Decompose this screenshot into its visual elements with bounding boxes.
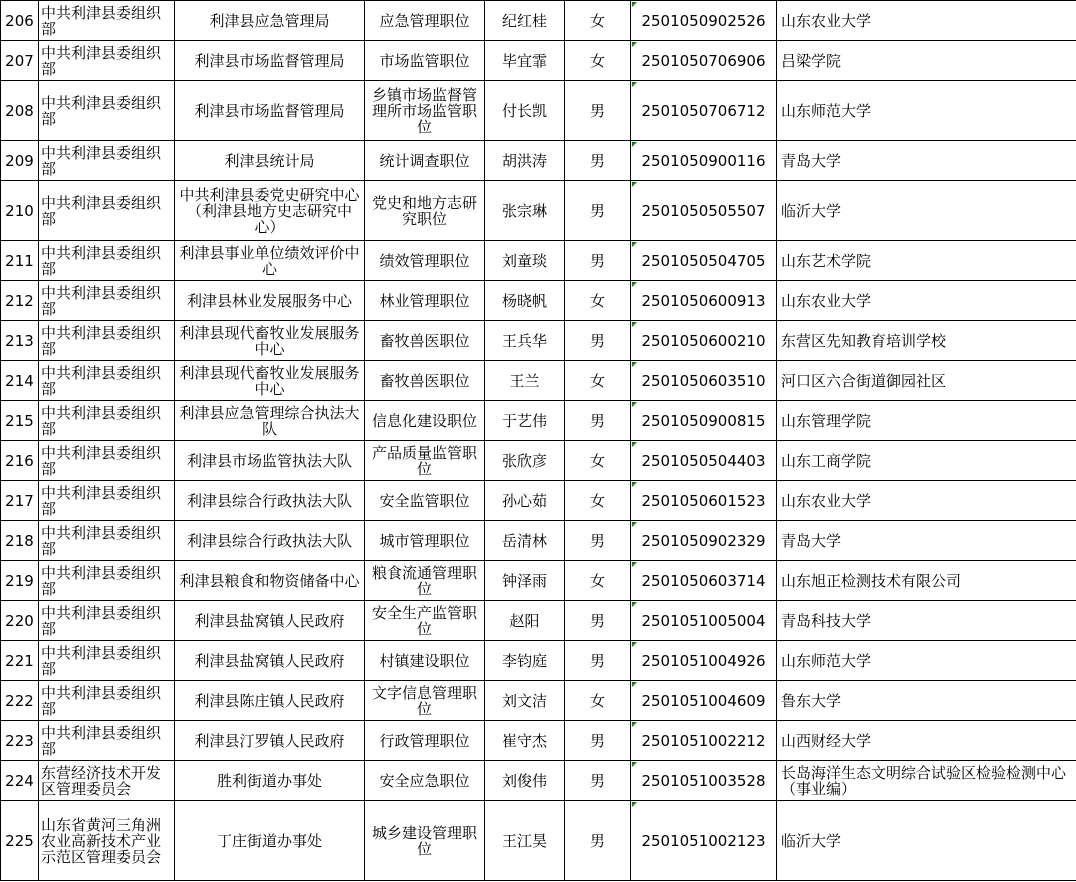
row-number: 219 [1, 561, 39, 601]
gender-cell: 女 [565, 681, 631, 721]
table-row [1, 681, 1076, 721]
table-row [1, 241, 1076, 281]
table-row [1, 761, 1076, 801]
unit-cell: 利津县盐窝镇人民政府 [175, 601, 365, 641]
gender-cell: 女 [565, 561, 631, 601]
position-cell: 城乡建设管理职位 [365, 801, 485, 881]
position-cell: 畜牧兽医职位 [365, 361, 485, 401]
position-cell: 产品质量监管职位 [365, 441, 485, 481]
unit-cell: 利津县盐窝镇人民政府 [175, 641, 365, 681]
school-cell: 临沂大学 [777, 181, 1076, 241]
row-number: 209 [1, 141, 39, 181]
position-cell: 应急管理职位 [365, 1, 485, 41]
school-cell: 山东农业大学 [777, 1, 1076, 41]
row-number: 210 [1, 181, 39, 241]
exam-number: 2501050902329 [631, 521, 777, 561]
school-cell: 青岛大学 [777, 141, 1076, 181]
candidate-name: 王江昊 [485, 801, 565, 881]
school-cell: 山东师范大学 [777, 641, 1076, 681]
school-cell: 山东管理学院 [777, 401, 1076, 441]
organizer-cell: 东营经济技术开发区管理委员会 [39, 761, 175, 801]
exam-number: 2501051004926 [631, 641, 777, 681]
candidate-name: 岳清林 [485, 521, 565, 561]
gender-cell: 男 [565, 601, 631, 641]
unit-cell: 利津县市场监督管理局 [175, 81, 365, 141]
school-cell: 山东旭正检测技术有限公司 [777, 561, 1076, 601]
organizer-cell: 中共利津县委组织部 [39, 521, 175, 561]
unit-cell: 利津县汀罗镇人民政府 [175, 721, 365, 761]
candidate-name: 张欣彦 [485, 441, 565, 481]
unit-cell: 利津县综合行政执法大队 [175, 521, 365, 561]
candidate-name: 刘文洁 [485, 681, 565, 721]
gender-cell: 女 [565, 441, 631, 481]
position-cell: 城市管理职位 [365, 521, 485, 561]
position-cell: 乡镇市场监督管理所市场监管职位 [365, 81, 485, 141]
gender-cell: 女 [565, 281, 631, 321]
organizer-cell: 中共利津县委组织部 [39, 1, 175, 41]
unit-cell: 利津县综合行政执法大队 [175, 481, 365, 521]
unit-cell: 利津县应急管理综合执法大队 [175, 401, 365, 441]
row-number: 207 [1, 41, 39, 81]
school-cell: 长岛海洋生态文明综合试验区检验检测中心（事业编） [777, 761, 1076, 801]
row-number: 206 [1, 1, 39, 41]
unit-cell: 胜利街道办事处 [175, 761, 365, 801]
school-cell: 山西财经大学 [777, 721, 1076, 761]
position-cell: 粮食流通管理职位 [365, 561, 485, 601]
table-row [1, 521, 1076, 561]
organizer-cell: 中共利津县委组织部 [39, 41, 175, 81]
position-cell: 安全生产监管职位 [365, 601, 485, 641]
organizer-cell: 中共利津县委组织部 [39, 181, 175, 241]
position-cell: 畜牧兽医职位 [365, 321, 485, 361]
unit-cell: 利津县陈庄镇人民政府 [175, 681, 365, 721]
row-number: 211 [1, 241, 39, 281]
organizer-cell: 中共利津县委组织部 [39, 561, 175, 601]
school-cell: 吕梁学院 [777, 41, 1076, 81]
exam-number: 2501050505507 [631, 181, 777, 241]
row-number: 225 [1, 801, 39, 881]
exam-number: 2501050603714 [631, 561, 777, 601]
gender-cell: 男 [565, 321, 631, 361]
school-cell: 河口区六合街道御园社区 [777, 361, 1076, 401]
organizer-cell: 中共利津县委组织部 [39, 681, 175, 721]
exam-number: 2501051005004 [631, 601, 777, 641]
position-cell: 绩效管理职位 [365, 241, 485, 281]
exam-number: 2501051004609 [631, 681, 777, 721]
exam-number: 2501050900815 [631, 401, 777, 441]
organizer-cell: 中共利津县委组织部 [39, 641, 175, 681]
exam-number: 2501051003528 [631, 761, 777, 801]
position-cell: 统计调查职位 [365, 141, 485, 181]
school-cell: 鲁东大学 [777, 681, 1076, 721]
gender-cell: 男 [565, 141, 631, 181]
position-cell: 市场监管职位 [365, 41, 485, 81]
candidate-name: 李钧庭 [485, 641, 565, 681]
gender-cell: 女 [565, 1, 631, 41]
school-cell: 临沂大学 [777, 801, 1076, 881]
exam-number: 2501050706906 [631, 41, 777, 81]
unit-cell: 利津县粮食和物资储备中心 [175, 561, 365, 601]
row-number: 214 [1, 361, 39, 401]
candidate-name: 杨晓帆 [485, 281, 565, 321]
table-row [1, 801, 1076, 881]
position-cell: 党史和地方志研究职位 [365, 181, 485, 241]
table-row [1, 441, 1076, 481]
candidate-name: 于艺伟 [485, 401, 565, 441]
gender-cell: 男 [565, 181, 631, 241]
table-row [1, 81, 1076, 141]
table-row [1, 281, 1076, 321]
row-number: 212 [1, 281, 39, 321]
gender-cell: 女 [565, 361, 631, 401]
organizer-cell: 山东省黄河三角洲农业高新技术产业示范区管理委员会 [39, 801, 175, 881]
school-cell: 山东艺术学院 [777, 241, 1076, 281]
position-cell: 安全监管职位 [365, 481, 485, 521]
organizer-cell: 中共利津县委组织部 [39, 441, 175, 481]
position-cell: 安全应急职位 [365, 761, 485, 801]
candidate-name: 刘俊伟 [485, 761, 565, 801]
position-cell: 行政管理职位 [365, 721, 485, 761]
organizer-cell: 中共利津县委组织部 [39, 281, 175, 321]
candidate-name: 纪红桂 [485, 1, 565, 41]
organizer-cell: 中共利津县委组织部 [39, 361, 175, 401]
candidate-name: 赵阳 [485, 601, 565, 641]
table-row [1, 361, 1076, 401]
organizer-cell: 中共利津县委组织部 [39, 601, 175, 641]
unit-cell: 中共利津县委党史研究中心（利津县地方史志研究中心） [175, 181, 365, 241]
candidate-name: 王兵华 [485, 321, 565, 361]
exam-number: 2501050603510 [631, 361, 777, 401]
exam-number: 2501050504705 [631, 241, 777, 281]
school-cell: 东营区先知教育培训学校 [777, 321, 1076, 361]
table-row [1, 321, 1076, 361]
organizer-cell: 中共利津县委组织部 [39, 481, 175, 521]
candidate-name: 刘童琰 [485, 241, 565, 281]
organizer-cell: 中共利津县委组织部 [39, 721, 175, 761]
position-cell: 村镇建设职位 [365, 641, 485, 681]
table-row [1, 601, 1076, 641]
unit-cell: 利津县市场监督管理局 [175, 41, 365, 81]
gender-cell: 男 [565, 761, 631, 801]
organizer-cell: 中共利津县委组织部 [39, 321, 175, 361]
school-cell: 青岛科技大学 [777, 601, 1076, 641]
organizer-cell: 中共利津县委组织部 [39, 401, 175, 441]
candidate-name: 毕宜霏 [485, 41, 565, 81]
gender-cell: 男 [565, 241, 631, 281]
unit-cell: 利津县事业单位绩效评价中心 [175, 241, 365, 281]
row-number: 224 [1, 761, 39, 801]
table-row [1, 1, 1076, 41]
row-number: 215 [1, 401, 39, 441]
gender-cell: 男 [565, 401, 631, 441]
exam-number: 2501050600210 [631, 321, 777, 361]
gender-cell: 男 [565, 721, 631, 761]
row-number: 216 [1, 441, 39, 481]
position-cell: 信息化建设职位 [365, 401, 485, 441]
gender-cell: 男 [565, 81, 631, 141]
row-number: 223 [1, 721, 39, 761]
school-cell: 青岛大学 [777, 521, 1076, 561]
table-row [1, 181, 1076, 241]
table-row [1, 481, 1076, 521]
table-row [1, 141, 1076, 181]
school-cell: 山东工商学院 [777, 441, 1076, 481]
row-number: 208 [1, 81, 39, 141]
gender-cell: 女 [565, 41, 631, 81]
unit-cell: 利津县林业发展服务中心 [175, 281, 365, 321]
candidate-name: 张宗琳 [485, 181, 565, 241]
unit-cell: 利津县现代畜牧业发展服务中心 [175, 321, 365, 361]
unit-cell: 利津县应急管理局 [175, 1, 365, 41]
candidate-name: 崔守杰 [485, 721, 565, 761]
candidate-name: 钟泽雨 [485, 561, 565, 601]
exam-number: 2501051002212 [631, 721, 777, 761]
row-number: 213 [1, 321, 39, 361]
candidate-name: 孙心茹 [485, 481, 565, 521]
position-cell: 文字信息管理职位 [365, 681, 485, 721]
unit-cell: 丁庄街道办事处 [175, 801, 365, 881]
unit-cell: 利津县统计局 [175, 141, 365, 181]
table-row [1, 401, 1076, 441]
exam-number: 2501050706712 [631, 81, 777, 141]
school-cell: 山东农业大学 [777, 281, 1076, 321]
row-number: 218 [1, 521, 39, 561]
exam-number: 2501050504403 [631, 441, 777, 481]
candidate-name: 付长凯 [485, 81, 565, 141]
exam-number: 2501050600913 [631, 281, 777, 321]
exam-number: 2501050902526 [631, 1, 777, 41]
table-row [1, 641, 1076, 681]
organizer-cell: 中共利津县委组织部 [39, 241, 175, 281]
exam-number: 2501051002123 [631, 801, 777, 881]
exam-number: 2501050900116 [631, 141, 777, 181]
row-number: 217 [1, 481, 39, 521]
organizer-cell: 中共利津县委组织部 [39, 141, 175, 181]
table-row [1, 41, 1076, 81]
row-number: 222 [1, 681, 39, 721]
candidate-name: 王兰 [485, 361, 565, 401]
row-number: 220 [1, 601, 39, 641]
unit-cell: 利津县市场监管执法大队 [175, 441, 365, 481]
candidate-name: 胡洪涛 [485, 141, 565, 181]
row-number: 221 [1, 641, 39, 681]
exam-number: 2501050601523 [631, 481, 777, 521]
organizer-cell: 中共利津县委组织部 [39, 81, 175, 141]
table-row [1, 561, 1076, 601]
school-cell: 山东师范大学 [777, 81, 1076, 141]
gender-cell: 男 [565, 801, 631, 881]
table-body [1, 1, 1076, 881]
gender-cell: 男 [565, 521, 631, 561]
gender-cell: 女 [565, 481, 631, 521]
unit-cell: 利津县现代畜牧业发展服务中心 [175, 361, 365, 401]
gender-cell: 男 [565, 641, 631, 681]
table-row [1, 721, 1076, 761]
position-cell: 林业管理职位 [365, 281, 485, 321]
school-cell: 山东农业大学 [777, 481, 1076, 521]
